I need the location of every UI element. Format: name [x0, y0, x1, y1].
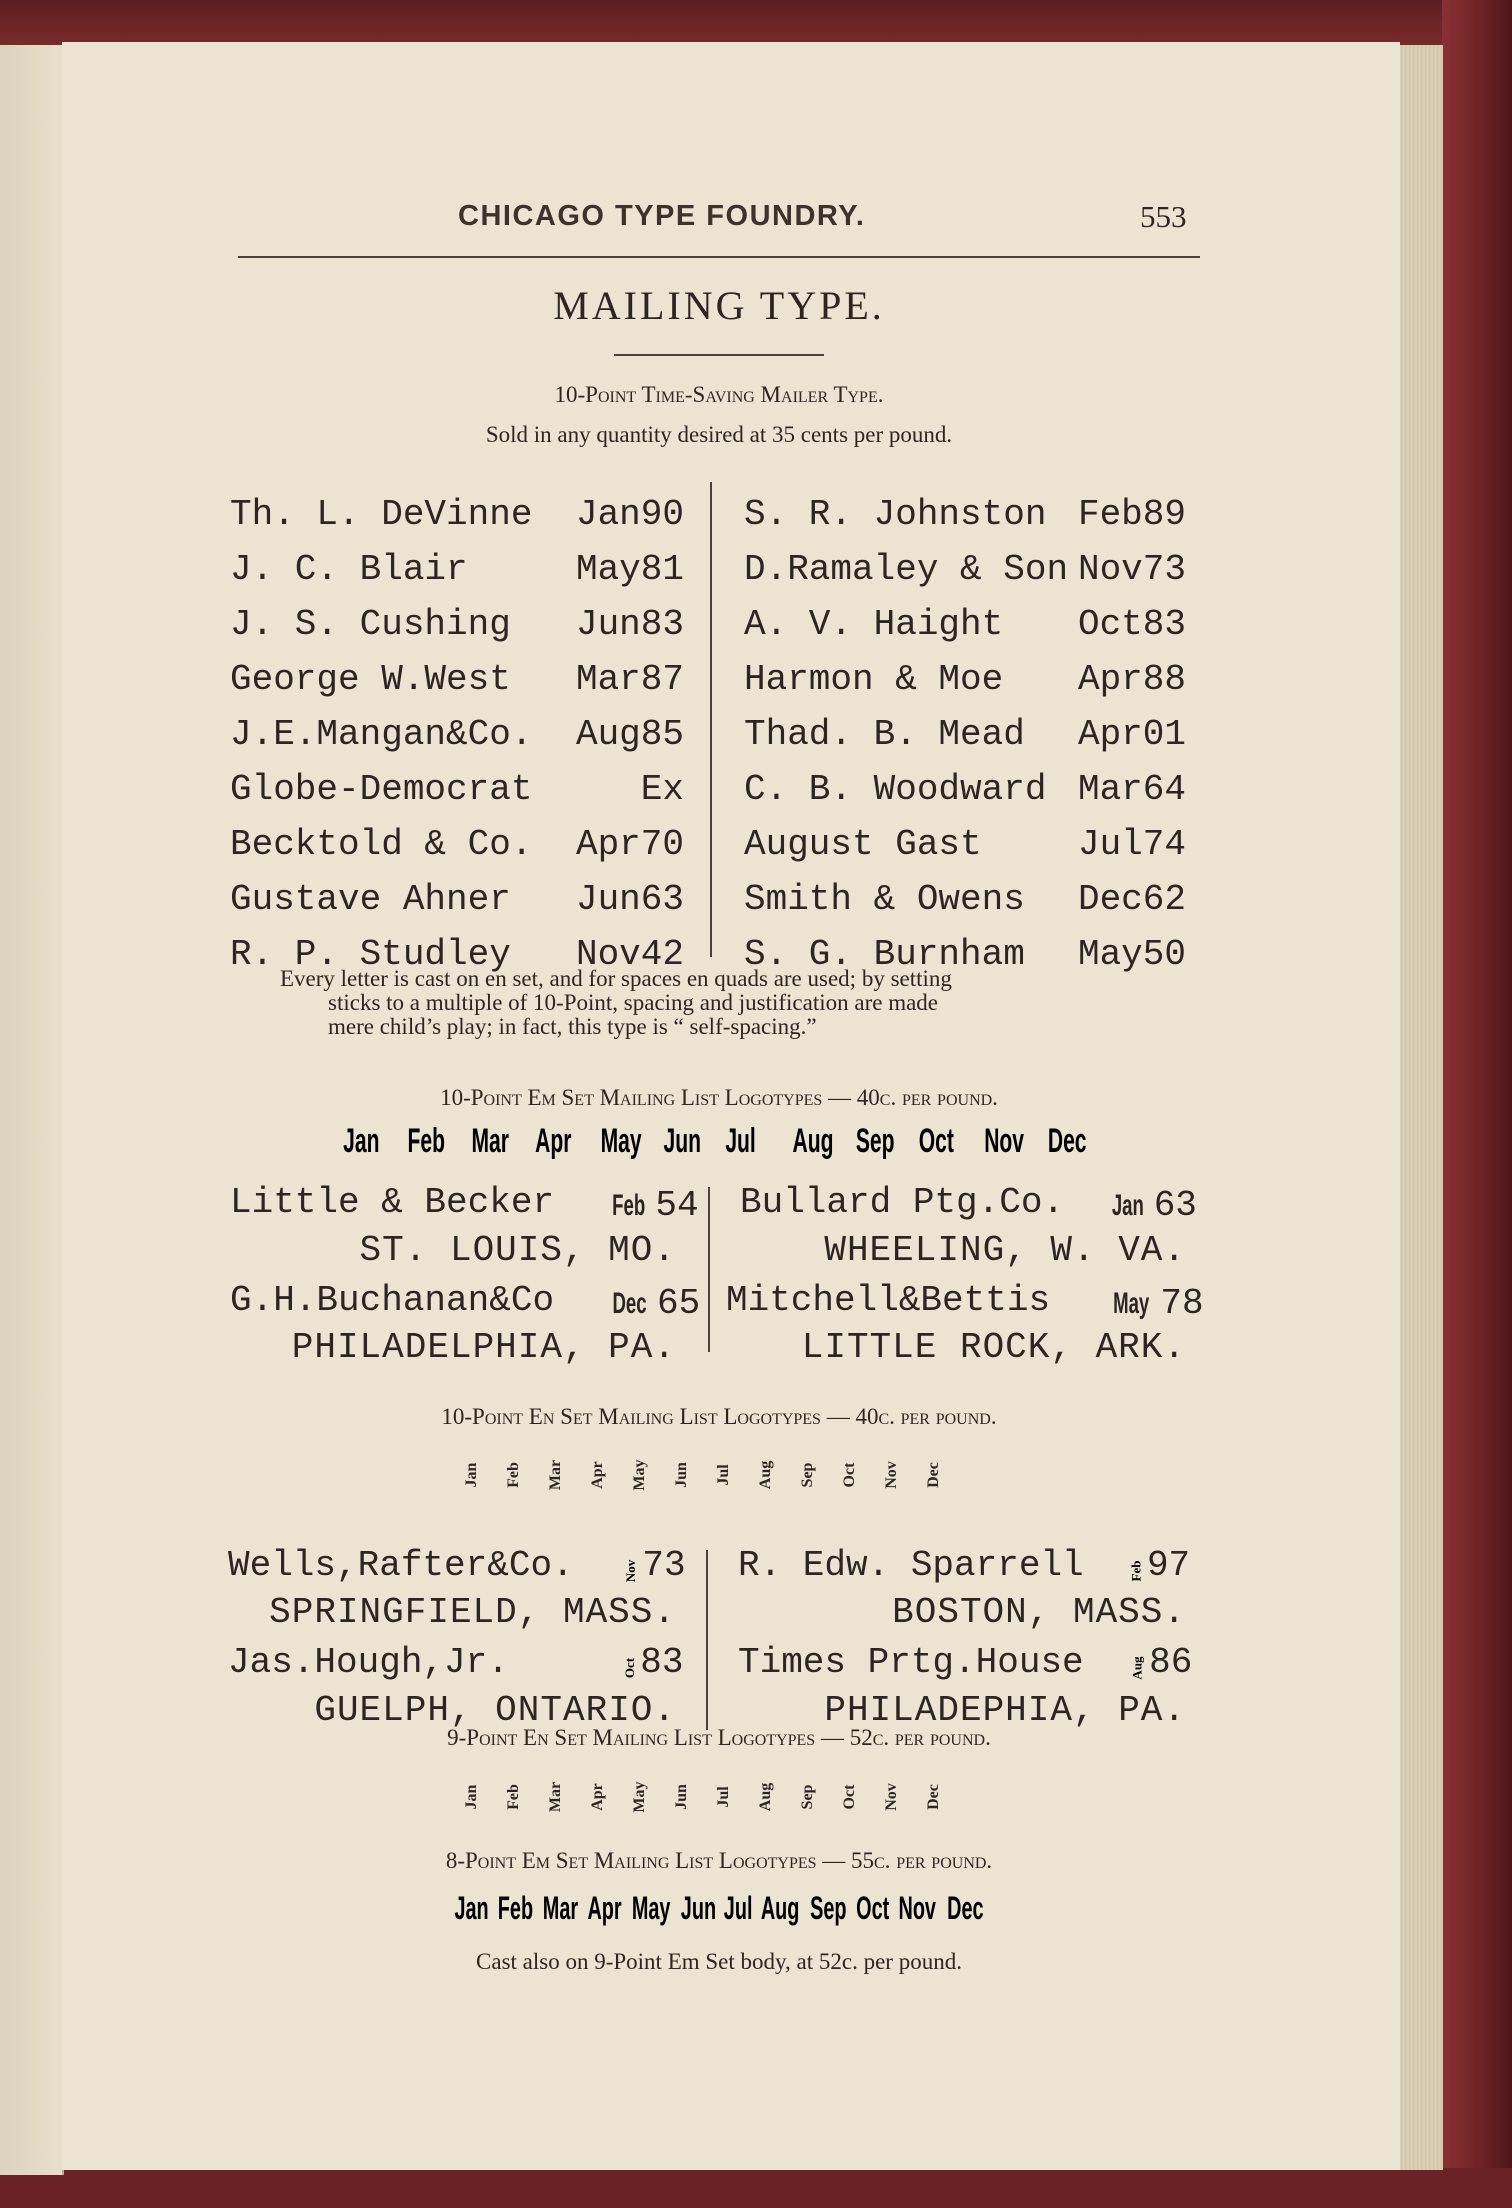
- month-logotype: Dec: [925, 1462, 942, 1488]
- mailer-date: Feb89: [1077, 494, 1186, 535]
- section5-note: Cast also on 9-Point Em Set body, at 52c. per pound.: [476, 1949, 962, 1974]
- logotype-entry-name: R. Edw. Sparrell: [738, 1545, 1084, 1586]
- logotype-month: Feb: [1128, 1560, 1144, 1582]
- mailer-name: J.E.Mangan&Co.: [230, 714, 533, 755]
- logotype-entry-city: GUELPH, ONTARIO.: [314, 1690, 676, 1731]
- logotype-entry-city: PHILADELPHIA, PA.: [291, 1327, 676, 1368]
- logotype-month: Dec: [612, 1287, 647, 1320]
- mailer-name: Smith & Owens: [744, 879, 1025, 920]
- month-logotype: Mar: [542, 1890, 578, 1926]
- logotype-entry-name: Jas.Hough,Jr.: [228, 1642, 509, 1683]
- month-logotype: Jun: [673, 1462, 690, 1488]
- section4-heading-text: 9-Point En Set Mailing List Logotypes — 52c. per pound.: [447, 1725, 991, 1750]
- mailer-name: S. G. Burnham: [744, 934, 1025, 975]
- month-logotype: Feb: [407, 1122, 445, 1160]
- section4-month-logotypes: [452, 1764, 1012, 1844]
- mailer-name: S. R. Johnston: [744, 494, 1047, 535]
- logotype-entry-date: [620, 1642, 683, 1683]
- month-logotype: Oct: [841, 1462, 858, 1488]
- logotype-entry-name: G.H.Buchanan&Co: [230, 1280, 555, 1321]
- logotype-year: 65: [657, 1283, 701, 1324]
- month-logotype: Jun: [663, 1122, 701, 1160]
- logotype-year: 54: [655, 1185, 699, 1226]
- logotype-entry-name: Times Prtg.House: [738, 1642, 1084, 1683]
- month-logotype: Jun: [680, 1890, 716, 1926]
- month-logotype: Dec: [946, 1890, 984, 1926]
- book-cover-right: [1442, 0, 1512, 2208]
- mailer-date: Apr01: [1077, 714, 1186, 755]
- logotype-entry-date: [1102, 1280, 1204, 1324]
- month-logotype: Feb: [497, 1890, 533, 1926]
- logotype-year: 63: [1153, 1185, 1197, 1226]
- logotype-year: 86: [1149, 1642, 1193, 1683]
- logotype-entry-city: WHEELING, W. VA.: [824, 1230, 1186, 1271]
- section5-heading: [238, 1848, 1200, 1874]
- logotype-month: May: [1113, 1287, 1150, 1320]
- logotype-entry-city: ST. LOUIS, MO.: [359, 1230, 676, 1271]
- header-rule: [238, 256, 1200, 258]
- logotype-entry-city: PHILADEPHIA, PA.: [824, 1690, 1186, 1731]
- logotype-entry-date: [620, 1545, 686, 1586]
- section5-heading-text: 8-Point Em Set Mailing List Logotypes — 55c. per pound.: [445, 1848, 993, 1873]
- month-logotype: Jul: [715, 1464, 732, 1486]
- month-logotype: May: [631, 1890, 671, 1926]
- logotype-entry-date: [1126, 1642, 1192, 1683]
- month-logotype: Jul: [715, 1786, 732, 1808]
- section1-subheading: Sold in any quantity desired at 35 cents per pound.: [485, 422, 953, 447]
- book-cover-top: [0, 0, 1512, 48]
- page-number: 553: [1140, 199, 1187, 234]
- mailer-name: A. V. Haight: [744, 604, 1004, 645]
- month-logotype: Jan: [463, 1462, 480, 1488]
- mailer-date: Mar64: [1077, 769, 1186, 810]
- month-logotype: Aug: [792, 1122, 834, 1160]
- month-logotype: May: [631, 1459, 648, 1491]
- section2-month-logotypes: [332, 1122, 1132, 1172]
- mailer-name: R. P. Studley: [230, 934, 511, 975]
- month-logotype: Aug: [757, 1782, 774, 1812]
- mailer-date: Aug85: [575, 714, 684, 755]
- logotype-entry-date: [602, 1182, 699, 1226]
- month-logotype: Apr: [589, 1783, 606, 1811]
- logotype-entry-date: [1126, 1545, 1190, 1586]
- logotype-entry-name: Mitchell&Bettis: [726, 1280, 1051, 1321]
- month-logotype: Dec: [925, 1784, 942, 1810]
- book-page: [62, 42, 1400, 2170]
- month-logotype-row: [450, 1890, 989, 1927]
- month-logotype: Sep: [799, 1462, 816, 1488]
- month-logotype: Sep: [855, 1122, 895, 1160]
- month-logotype: Jan: [454, 1890, 489, 1926]
- mailer-name: J. C. Blair: [230, 549, 468, 590]
- mailer-date: Dec62: [1077, 879, 1186, 920]
- month-logotype: Nov: [883, 1783, 900, 1811]
- logotype-year: 83: [640, 1642, 684, 1683]
- month-logotype: Mar: [471, 1122, 509, 1160]
- mailer-date: Apr88: [1077, 659, 1186, 700]
- mailer-date: Ex: [640, 769, 684, 810]
- month-logotype: Jan: [463, 1784, 480, 1810]
- section3-heading-text: 10-Point En Set Mailing List Logotypes — 40c. per pound.: [441, 1404, 997, 1429]
- month-logotype: Jul: [723, 1890, 753, 1926]
- month-logotype: Feb: [505, 1784, 522, 1810]
- logotype-entry-name: Bullard Ptg.Co.: [740, 1182, 1065, 1223]
- logotype-entry-name: Wells,Rafter&Co.: [228, 1545, 574, 1586]
- mailer-name: Gustave Ahner: [230, 879, 511, 920]
- section2-heading: [238, 1085, 1200, 1111]
- month-logotype: May: [600, 1122, 642, 1160]
- mailer-date: Apr70: [575, 824, 684, 865]
- mailer-date: Jan90: [575, 494, 684, 535]
- month-logotype: Jul: [725, 1122, 756, 1160]
- month-logotype: Sep: [810, 1890, 847, 1926]
- mailer-name: J. S. Cushing: [230, 604, 511, 645]
- section1-column-divider: [710, 482, 712, 957]
- mailer-name: Globe-Democrat: [230, 769, 533, 810]
- month-logotype: Oct: [918, 1122, 954, 1160]
- month-logotype: Jan: [343, 1122, 380, 1160]
- section3-month-logotypes: [452, 1442, 1012, 1522]
- note-line: mere child’s play; in fact, this type is “ self-spacing.”: [328, 1014, 817, 1039]
- month-logotype: Sep: [799, 1784, 816, 1810]
- logotype-entry-name: Little & Becker: [230, 1182, 555, 1223]
- mailer-date: Mar87: [575, 659, 684, 700]
- logotype-month: Oct: [622, 1658, 638, 1679]
- month-logotype: Mar: [547, 1459, 564, 1491]
- month-logotype: Apr: [589, 1461, 606, 1489]
- logotype-year: 97: [1146, 1545, 1191, 1586]
- mailer-name: Thad. B. Mead: [744, 714, 1025, 755]
- section1-note: [280, 967, 1180, 1039]
- mailer-name: August Gast: [744, 824, 982, 865]
- section1-heading-text: 10-Point Time-Saving Mailer Type.: [554, 382, 884, 407]
- logotype-month: Jan: [1111, 1189, 1144, 1222]
- page-fore-edge: [1395, 45, 1443, 2170]
- month-logotype: Nov: [984, 1122, 1025, 1160]
- mailer-name: Harmon & Moe: [744, 659, 1004, 700]
- month-logotype: Nov: [883, 1461, 900, 1489]
- month-logotype: Aug: [760, 1890, 800, 1926]
- section3-heading: [238, 1404, 1200, 1430]
- book-cover-bottom: [0, 2168, 1512, 2208]
- facing-page-edge: [0, 45, 64, 2175]
- logotype-year: 78: [1160, 1283, 1204, 1324]
- logotype-entry-city: SPRINGFIELD, MASS.: [269, 1592, 676, 1633]
- section2-heading-text: 10-Point Em Set Mailing List Logotypes — 40c. per pound.: [440, 1085, 998, 1110]
- mailer-date: May50: [1077, 934, 1186, 975]
- section5-month-logotypes: [238, 1890, 1200, 1940]
- logotype-entry-city: LITTLE ROCK, ARK.: [801, 1327, 1186, 1368]
- month-logotype: Nov: [898, 1890, 937, 1926]
- logotype-month: Aug: [1129, 1656, 1145, 1680]
- month-logotype: Dec: [1047, 1122, 1087, 1160]
- mailer-name: George W.West: [230, 659, 511, 700]
- logotype-year: 73: [642, 1545, 686, 1586]
- title-rule: [614, 354, 824, 356]
- month-logotype: Mar: [547, 1781, 564, 1813]
- mailer-name: Becktold & Co.: [230, 824, 533, 865]
- month-logotype: Feb: [505, 1462, 522, 1488]
- month-logotype: Oct: [841, 1784, 858, 1810]
- page-title: MAILING TYPE.: [553, 283, 885, 328]
- month-logotype: Apr: [587, 1890, 622, 1926]
- month-logotype: Aug: [757, 1460, 774, 1490]
- mailer-date: Nov42: [575, 934, 684, 975]
- logotype-entry-date: [602, 1280, 701, 1324]
- month-logotype: May: [631, 1781, 648, 1813]
- section1-heading: [238, 382, 1200, 408]
- mailer-date: Jun83: [575, 604, 684, 645]
- mailer-date: Jul74: [1077, 824, 1186, 865]
- mailer-date: Jun63: [575, 879, 684, 920]
- logotype-month: Nov: [623, 1560, 639, 1583]
- note-line: Every letter is cast on en set, and for spaces en quads are used; by setting: [280, 966, 952, 991]
- mailer-date: Nov73: [1077, 549, 1186, 590]
- mailer-date: May81: [575, 549, 684, 590]
- note-line: sticks to a multiple of 10-Point, spacing and justification are made: [328, 990, 939, 1015]
- mailer-name: D.Ramaley & Son: [744, 549, 1069, 590]
- logotype-entry-date: [1102, 1182, 1197, 1226]
- month-logotype: Jun: [673, 1784, 690, 1810]
- month-logotype: Apr: [535, 1122, 572, 1160]
- month-logotype: Oct: [856, 1890, 890, 1926]
- running-title: CHICAGO TYPE FOUNDRY.: [458, 200, 866, 232]
- logotype-month: Feb: [612, 1189, 646, 1222]
- mailer-date: Oct83: [1077, 604, 1186, 645]
- mailer-name: Th. L. DeVinne: [230, 494, 533, 535]
- mailer-name: C. B. Woodward: [744, 769, 1047, 810]
- logotype-entry-city: BOSTON, MASS.: [892, 1592, 1186, 1633]
